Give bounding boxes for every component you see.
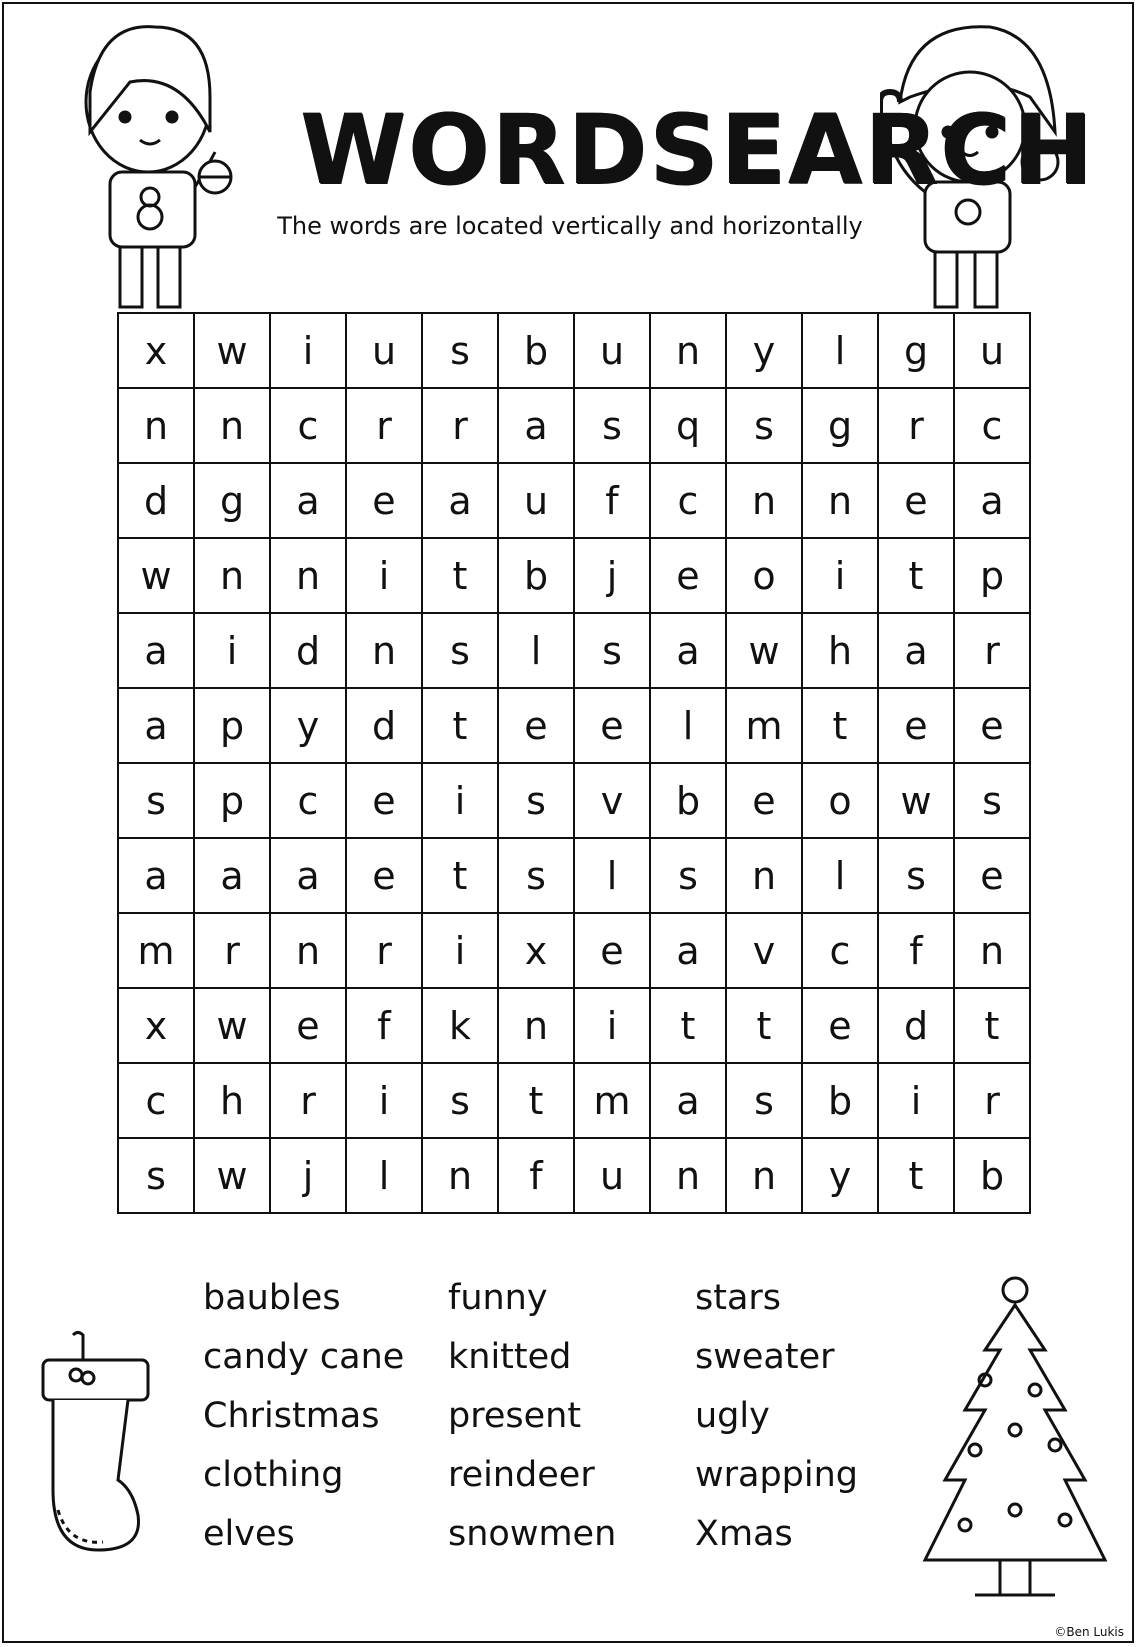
grid-cell: t bbox=[422, 688, 498, 763]
grid-cell: i bbox=[574, 988, 650, 1063]
grid-cell: e bbox=[954, 838, 1030, 913]
word-item: funny bbox=[448, 1278, 548, 1318]
grid-cell: n bbox=[650, 313, 726, 388]
grid-cell: c bbox=[650, 463, 726, 538]
grid-cell: c bbox=[270, 763, 346, 838]
grid-cell: s bbox=[954, 763, 1030, 838]
word-item: Christmas bbox=[203, 1396, 380, 1436]
grid-cell: g bbox=[802, 388, 878, 463]
grid-row bbox=[118, 988, 1030, 1063]
word-item: present bbox=[448, 1396, 582, 1436]
grid-cell: e bbox=[346, 463, 422, 538]
word-item: ugly bbox=[695, 1396, 770, 1436]
grid-cell: b bbox=[954, 1138, 1030, 1213]
grid-row bbox=[118, 1138, 1030, 1213]
grid-row bbox=[118, 1063, 1030, 1138]
grid-row bbox=[118, 688, 1030, 763]
grid-cell: y bbox=[270, 688, 346, 763]
grid-cell: j bbox=[270, 1138, 346, 1213]
grid-cell: n bbox=[346, 613, 422, 688]
grid-cell: i bbox=[270, 313, 346, 388]
grid-cell: r bbox=[954, 613, 1030, 688]
grid-cell: n bbox=[954, 913, 1030, 988]
grid-cell: t bbox=[878, 1138, 954, 1213]
grid-cell: q bbox=[650, 388, 726, 463]
grid-cell: p bbox=[194, 688, 270, 763]
grid-cell: s bbox=[726, 388, 802, 463]
credit-text: ©Ben Lukis bbox=[1054, 1625, 1124, 1639]
grid-cell: d bbox=[878, 988, 954, 1063]
grid-cell: p bbox=[194, 763, 270, 838]
grid-cell: s bbox=[498, 763, 574, 838]
grid-row bbox=[118, 763, 1030, 838]
word-item: wrapping bbox=[695, 1455, 859, 1495]
grid-cell: r bbox=[346, 913, 422, 988]
grid-cell: m bbox=[118, 913, 194, 988]
grid-cell: f bbox=[574, 463, 650, 538]
grid-cell: t bbox=[650, 988, 726, 1063]
word-item: clothing bbox=[203, 1455, 344, 1495]
grid-cell: s bbox=[574, 613, 650, 688]
grid-cell: v bbox=[726, 913, 802, 988]
grid-cell: w bbox=[194, 1138, 270, 1213]
grid-cell: e bbox=[270, 988, 346, 1063]
grid-cell: k bbox=[422, 988, 498, 1063]
grid-cell: f bbox=[498, 1138, 574, 1213]
grid-cell: a bbox=[118, 613, 194, 688]
grid-cell: n bbox=[726, 1138, 802, 1213]
grid-cell: a bbox=[650, 913, 726, 988]
instructions: The words are located vertically and horizontally bbox=[277, 212, 863, 240]
grid-cell: a bbox=[118, 688, 194, 763]
grid-cell: b bbox=[498, 538, 574, 613]
word-item: elves bbox=[203, 1514, 295, 1554]
grid-cell: n bbox=[802, 463, 878, 538]
grid-cell: a bbox=[270, 838, 346, 913]
grid-cell: n bbox=[194, 388, 270, 463]
grid-cell: x bbox=[118, 313, 194, 388]
grid-cell: a bbox=[194, 838, 270, 913]
grid-row bbox=[118, 838, 1030, 913]
grid-cell: e bbox=[346, 838, 422, 913]
grid-cell: n bbox=[270, 913, 346, 988]
word-item: Xmas bbox=[695, 1514, 793, 1554]
grid-cell: s bbox=[726, 1063, 802, 1138]
grid-cell: e bbox=[878, 463, 954, 538]
word-item: reindeer bbox=[448, 1455, 595, 1495]
grid-cell: y bbox=[726, 313, 802, 388]
grid-cell: n bbox=[650, 1138, 726, 1213]
grid-cell: u bbox=[574, 1138, 650, 1213]
grid-cell: c bbox=[954, 388, 1030, 463]
grid-cell: g bbox=[878, 313, 954, 388]
grid-cell: u bbox=[498, 463, 574, 538]
word-column-2 bbox=[448, 1278, 688, 1573]
grid-row bbox=[118, 913, 1030, 988]
grid-cell: e bbox=[498, 688, 574, 763]
grid-cell: l bbox=[802, 838, 878, 913]
grid-cell: t bbox=[802, 688, 878, 763]
girl-illustration bbox=[60, 12, 260, 312]
grid-cell: e bbox=[650, 538, 726, 613]
grid-cell: a bbox=[422, 463, 498, 538]
grid-cell: i bbox=[194, 613, 270, 688]
grid-cell: i bbox=[878, 1063, 954, 1138]
grid-cell: s bbox=[498, 838, 574, 913]
grid-cell: n bbox=[422, 1138, 498, 1213]
grid-cell: a bbox=[650, 613, 726, 688]
grid-cell: i bbox=[346, 1063, 422, 1138]
grid-cell: b bbox=[498, 313, 574, 388]
grid-cell: b bbox=[650, 763, 726, 838]
grid-row bbox=[118, 388, 1030, 463]
grid-cell: e bbox=[954, 688, 1030, 763]
word-column-1 bbox=[203, 1278, 443, 1573]
grid-cell: h bbox=[194, 1063, 270, 1138]
grid-cell: s bbox=[650, 838, 726, 913]
grid-cell: l bbox=[650, 688, 726, 763]
word-item: knitted bbox=[448, 1337, 572, 1377]
grid-row bbox=[118, 463, 1030, 538]
word-column-3 bbox=[695, 1278, 935, 1573]
grid-cell: a bbox=[954, 463, 1030, 538]
grid-cell: t bbox=[422, 838, 498, 913]
grid-cell: i bbox=[346, 538, 422, 613]
grid-cell: s bbox=[878, 838, 954, 913]
grid-cell: o bbox=[802, 763, 878, 838]
grid-cell: l bbox=[802, 313, 878, 388]
word-item: candy cane bbox=[203, 1337, 405, 1377]
grid-cell: m bbox=[726, 688, 802, 763]
grid-cell: t bbox=[422, 538, 498, 613]
grid-cell: l bbox=[498, 613, 574, 688]
grid-cell: d bbox=[270, 613, 346, 688]
grid-cell: w bbox=[726, 613, 802, 688]
grid-cell: n bbox=[194, 538, 270, 613]
grid-cell: j bbox=[574, 538, 650, 613]
grid-cell: o bbox=[726, 538, 802, 613]
grid-cell: f bbox=[878, 913, 954, 988]
grid-cell: s bbox=[422, 613, 498, 688]
grid-cell: x bbox=[498, 913, 574, 988]
grid-cell: c bbox=[118, 1063, 194, 1138]
grid-cell: f bbox=[346, 988, 422, 1063]
grid-cell: l bbox=[574, 838, 650, 913]
grid-cell: u bbox=[574, 313, 650, 388]
grid-cell: w bbox=[118, 538, 194, 613]
grid-cell: u bbox=[346, 313, 422, 388]
grid-cell: s bbox=[118, 1138, 194, 1213]
grid-row bbox=[118, 613, 1030, 688]
grid-cell: b bbox=[802, 1063, 878, 1138]
grid-cell: m bbox=[574, 1063, 650, 1138]
grid-cell: n bbox=[118, 388, 194, 463]
grid-cell: e bbox=[726, 763, 802, 838]
stocking-illustration bbox=[28, 1330, 158, 1570]
grid-cell: e bbox=[346, 763, 422, 838]
grid-cell: n bbox=[726, 838, 802, 913]
grid-cell: g bbox=[194, 463, 270, 538]
grid-cell: h bbox=[802, 613, 878, 688]
grid-cell: a bbox=[650, 1063, 726, 1138]
grid-cell: n bbox=[270, 538, 346, 613]
grid-cell: r bbox=[346, 388, 422, 463]
grid-cell: r bbox=[422, 388, 498, 463]
grid-cell: t bbox=[498, 1063, 574, 1138]
word-list bbox=[203, 1278, 883, 1578]
grid-cell: w bbox=[194, 313, 270, 388]
grid-cell: r bbox=[194, 913, 270, 988]
grid-cell: w bbox=[878, 763, 954, 838]
grid-row bbox=[118, 313, 1030, 388]
grid-cell: r bbox=[954, 1063, 1030, 1138]
word-item: stars bbox=[695, 1278, 782, 1318]
grid-cell: e bbox=[574, 688, 650, 763]
grid-cell: i bbox=[802, 538, 878, 613]
word-item: baubles bbox=[203, 1278, 341, 1318]
grid-cell: v bbox=[574, 763, 650, 838]
grid-cell: i bbox=[422, 913, 498, 988]
grid-cell: u bbox=[954, 313, 1030, 388]
grid-cell: d bbox=[118, 463, 194, 538]
grid-cell: s bbox=[422, 313, 498, 388]
grid-row bbox=[118, 538, 1030, 613]
grid-cell: a bbox=[498, 388, 574, 463]
grid-cell: t bbox=[878, 538, 954, 613]
grid-cell: d bbox=[346, 688, 422, 763]
grid-cell: x bbox=[118, 988, 194, 1063]
grid-cell: a bbox=[270, 463, 346, 538]
grid-cell: w bbox=[194, 988, 270, 1063]
grid-cell: y bbox=[802, 1138, 878, 1213]
grid-cell: n bbox=[726, 463, 802, 538]
grid-cell: c bbox=[270, 388, 346, 463]
grid-cell: s bbox=[422, 1063, 498, 1138]
letter-grid bbox=[117, 312, 1031, 1214]
grid-cell: e bbox=[878, 688, 954, 763]
grid-cell: c bbox=[802, 913, 878, 988]
grid-cell: a bbox=[878, 613, 954, 688]
grid-cell: a bbox=[118, 838, 194, 913]
grid-cell: t bbox=[954, 988, 1030, 1063]
grid-cell: r bbox=[878, 388, 954, 463]
grid-cell: e bbox=[802, 988, 878, 1063]
grid-cell: e bbox=[574, 913, 650, 988]
grid-cell: s bbox=[574, 388, 650, 463]
word-item: sweater bbox=[695, 1337, 835, 1377]
grid-cell: p bbox=[954, 538, 1030, 613]
grid-cell: i bbox=[422, 763, 498, 838]
page-title: WORDSEARCH bbox=[300, 94, 1095, 206]
christmas-tree-illustration bbox=[915, 1270, 1115, 1610]
grid-cell: s bbox=[118, 763, 194, 838]
grid-cell: n bbox=[498, 988, 574, 1063]
grid-cell: r bbox=[270, 1063, 346, 1138]
grid-cell: t bbox=[726, 988, 802, 1063]
grid-cell: l bbox=[346, 1138, 422, 1213]
word-item: snowmen bbox=[448, 1514, 617, 1554]
